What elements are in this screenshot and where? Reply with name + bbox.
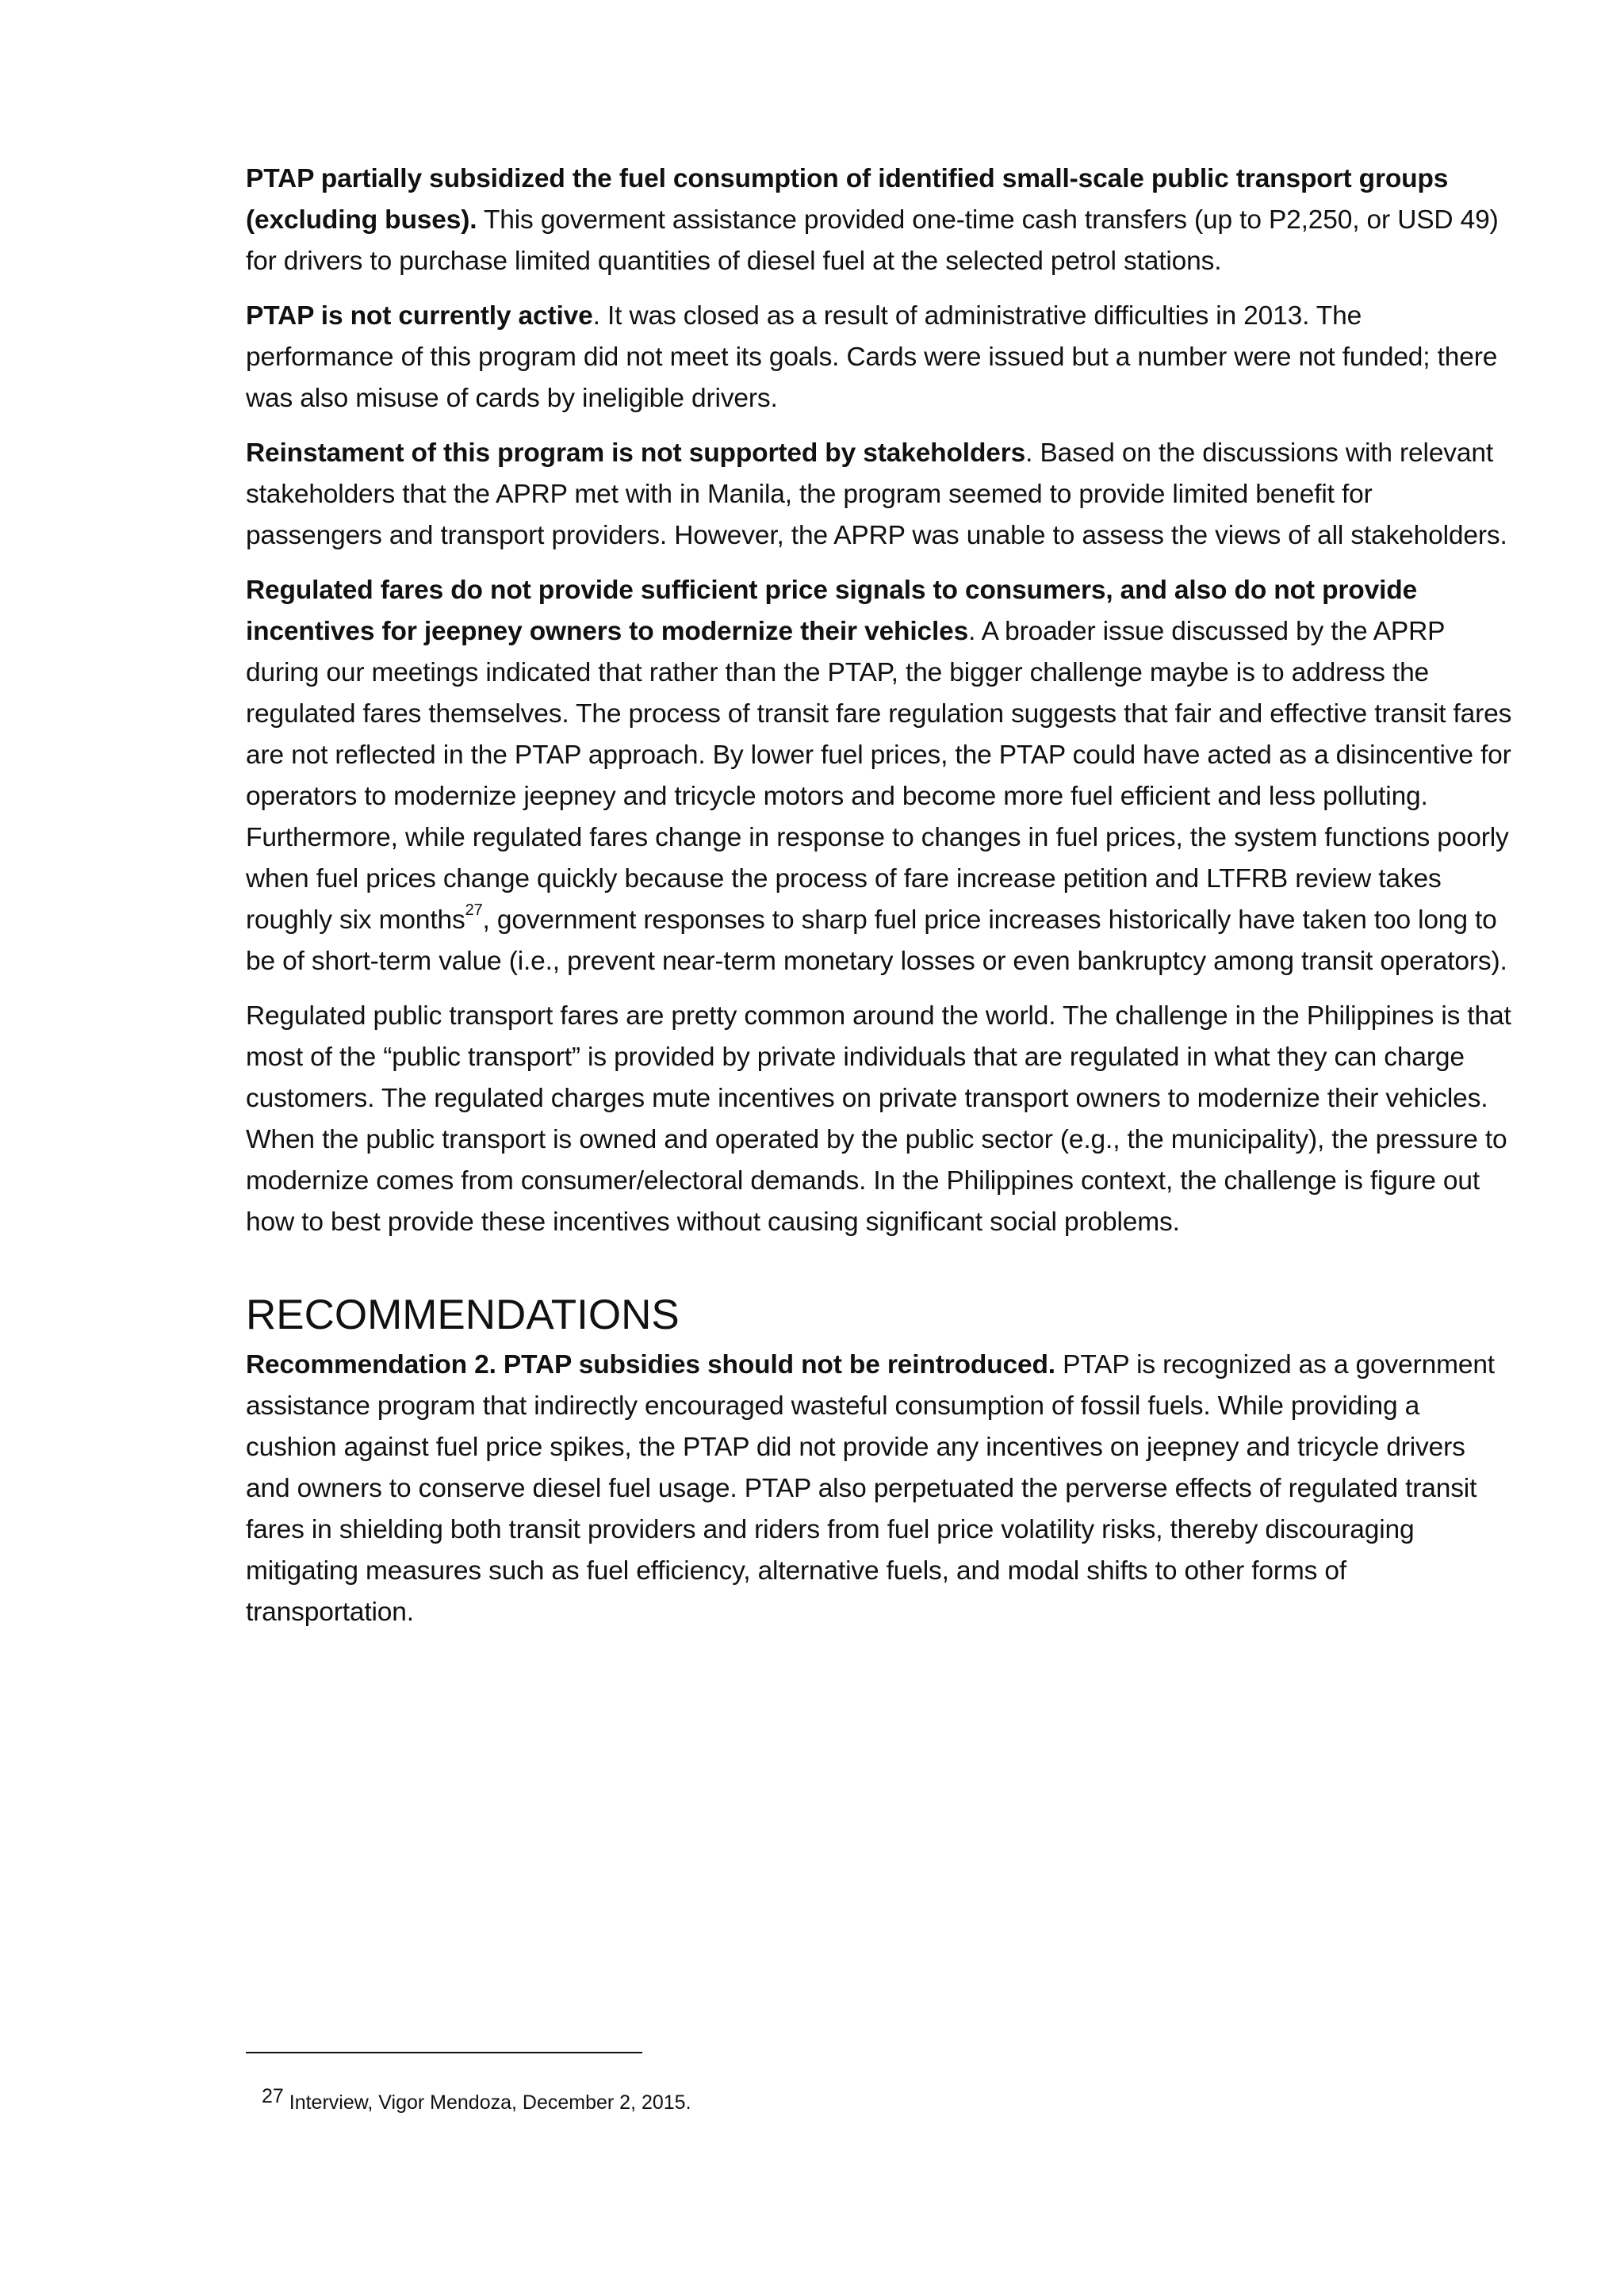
paragraph-reinstatement [246, 433, 1515, 557]
footnote-text: Interview, Vigor Mendoza, December 2, 2015. [283, 2091, 691, 2114]
body-text [246, 159, 1515, 1647]
paragraph-lead: Regulated fares do not provide sufficient price signals to consumers, and also do not provide incentives for jeepney owners to modernize their vehicles [246, 576, 1418, 646]
paragraph-ptap-inactive [246, 296, 1515, 419]
footnote-reference[interactable]: 27 [465, 901, 483, 919]
footnote-separator [246, 2052, 642, 2053]
footnote-number: 27 [262, 2085, 284, 2107]
paragraph-body: . It was closed as a result of administrative difficulties in 2013. The performance of this program did not meet its goals. Cards were issued but a number were not funded; there was also misuse of cards by ineligible drivers. [246, 301, 1498, 413]
paragraph-body: Regulated public transport fares are pretty common around the world. The challenge in the Philippines is that most of the “public transport” is provided by private individuals that are regulated in what they can charge customers. The regulated charges mute incentives on private transport owners to modernize their vehicles. When the public transport is owned and operated by the public sector (e.g., the municipality), the pressure to modernize comes from consumer/electoral demands. In the Philippines context, the challenge is figure out how to best provide these incentives without causing significant social problems. [246, 1001, 1511, 1237]
paragraph-ptap-subsidy [246, 159, 1515, 282]
paragraph-body: . Based on the discussions with relevant stakeholders that the APRP met with in Manila, the program seemed to provide limited benefit for passengers and transport providers. However, the APRP was unable to assess the views of all stakeholders. [246, 438, 1507, 550]
paragraph-recommendation-2 [246, 1345, 1515, 1633]
recommendations-heading: RECOMMENDATIONS [246, 1292, 680, 1338]
paragraph-lead: Reinstament of this program is not supported by stakeholders [246, 438, 1026, 468]
paragraph-lead: Recommendation 2. PTAP subsidies should not be reintroduced. [246, 1350, 1055, 1380]
paragraph-body: . A broader issue discussed by the APRP during our meetings indicated that rather than the PTAP, the bigger challenge maybe is to address the regulated fares themselves. The process of transit fare regulation suggests that fair and effective transit fares are not reflected in the PTAP approach. By lower fuel prices, the PTAP could have acted as a disincentive for operators to modernize jeepney and tricycle motors and become more fuel efficient and less polluting. Furthermore, while regulated fares change in response to changes in fuel prices, the system functions poorly when fuel prices change quickly because the process of fare increase petition and LTFRB review takes roughly six months [246, 617, 1512, 935]
paragraph-lead: PTAP is not currently active [246, 301, 593, 331]
paragraph-public-transport-fares [246, 996, 1515, 1243]
paragraph-body: This goverment assistance provided one-time cash transfers (up to P2,250, or USD 49) for drivers to purchase limited quantities of diesel fuel at the selected petrol stations. [246, 205, 1499, 276]
paragraph-body-continued: , government responses to sharp fuel price increases historically have taken too long to be of short-term value (i.e., prevent near-term monetary losses or even bankruptcy among transit operators). [246, 905, 1507, 976]
footnote [262, 2085, 691, 2117]
paragraph-regulated-fares [246, 570, 1515, 982]
paragraph-body: PTAP is recognized as a government assistance program that indirectly encouraged wasteful consumption of fossil fuels. While providing a cushion against fuel price spikes, the PTAP did not provide any incentives on jeepney and tricycle drivers and owners to conserve diesel fuel usage. PTAP also perpetuated the perverse effects of regulated transit fares in shielding both transit providers and riders from fuel price volatility risks, thereby discouraging mitigating measures such as fuel efficiency, alternative fuels, and modal shifts to other forms of transportation. [246, 1350, 1495, 1627]
paragraph-lead: PTAP partially subsidized the fuel consumption of identified small-scale public transport groups (excluding buses). [246, 164, 1449, 235]
